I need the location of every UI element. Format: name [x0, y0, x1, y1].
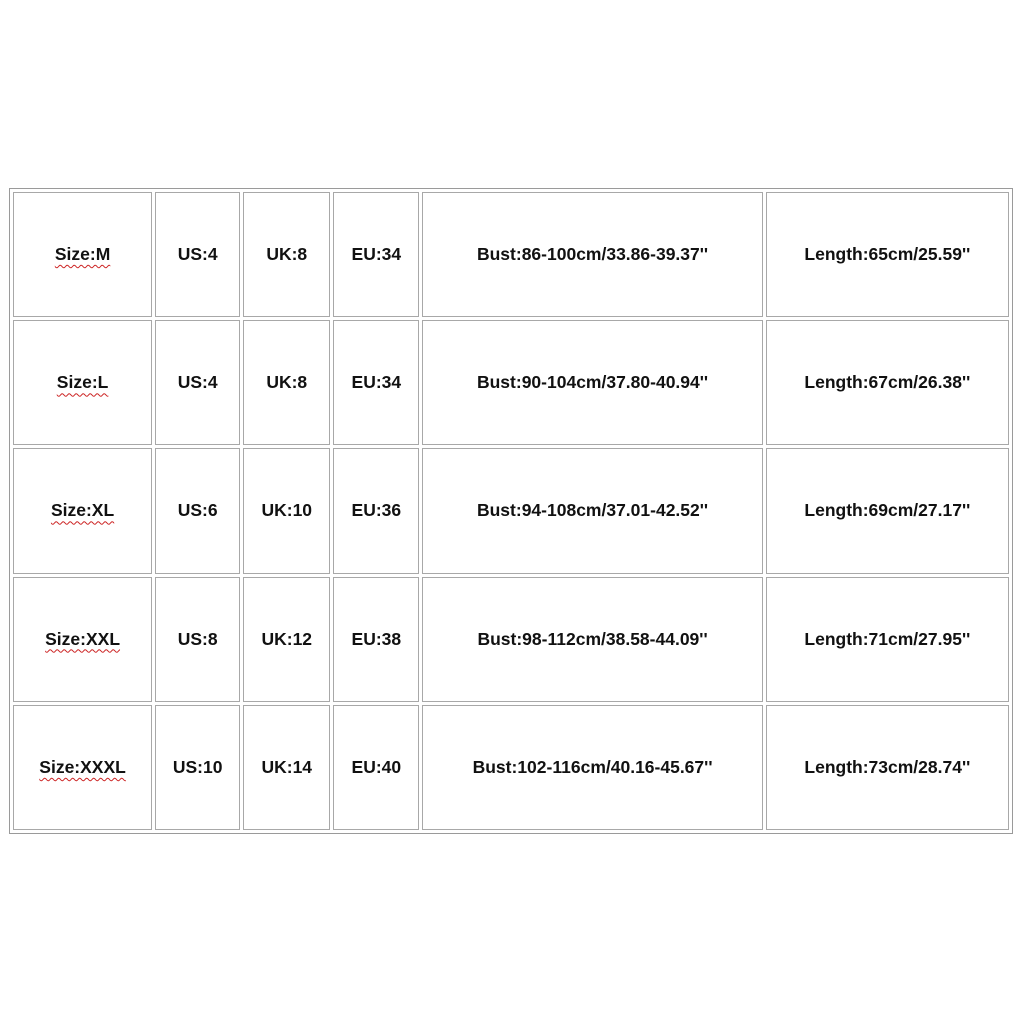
uk-size-cell: UK:10	[243, 448, 330, 573]
length-cell: Length:65cm/25.59''	[766, 192, 1009, 317]
size-cell: Size:XXXL	[13, 705, 152, 830]
table-row	[13, 448, 1009, 573]
us-size-cell: US:8	[155, 577, 240, 702]
eu-size-cell: EU:34	[333, 192, 419, 317]
bust-cell: Bust:98-112cm/38.58-44.09''	[422, 577, 762, 702]
us-size-cell: US:6	[155, 448, 240, 573]
size-cell: Size:XL	[13, 448, 152, 573]
size-cell: Size:XXL	[13, 577, 152, 702]
length-cell: Length:69cm/27.17''	[766, 448, 1009, 573]
eu-size-cell: EU:40	[333, 705, 419, 830]
us-size-cell: US:4	[155, 320, 240, 445]
table-row	[13, 320, 1009, 445]
us-size-cell: US:10	[155, 705, 240, 830]
eu-size-cell: EU:38	[333, 577, 419, 702]
size-chart-table	[9, 188, 1013, 834]
bust-cell: Bust:86-100cm/33.86-39.37''	[422, 192, 762, 317]
bust-cell: Bust:102-116cm/40.16-45.67''	[422, 705, 762, 830]
uk-size-cell: UK:14	[243, 705, 330, 830]
table-row	[13, 577, 1009, 702]
bust-cell: Bust:90-104cm/37.80-40.94''	[422, 320, 762, 445]
length-cell: Length:71cm/27.95''	[766, 577, 1009, 702]
size-cell: Size:M	[13, 192, 152, 317]
eu-size-cell: EU:34	[333, 320, 419, 445]
eu-size-cell: EU:36	[333, 448, 419, 573]
bust-cell: Bust:94-108cm/37.01-42.52''	[422, 448, 762, 573]
uk-size-cell: UK:8	[243, 320, 330, 445]
uk-size-cell: UK:8	[243, 192, 330, 317]
size-cell: Size:L	[13, 320, 152, 445]
length-cell: Length:73cm/28.74''	[766, 705, 1009, 830]
length-cell: Length:67cm/26.38''	[766, 320, 1009, 445]
us-size-cell: US:4	[155, 192, 240, 317]
uk-size-cell: UK:12	[243, 577, 330, 702]
table-row	[13, 192, 1009, 317]
table-row	[13, 705, 1009, 830]
